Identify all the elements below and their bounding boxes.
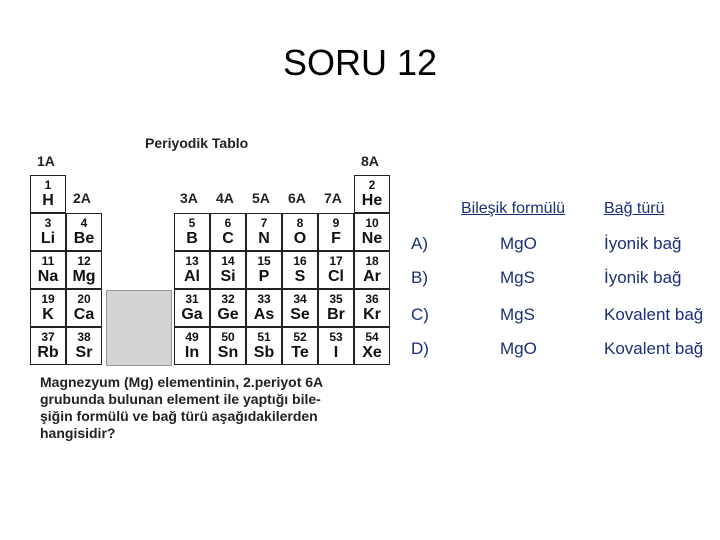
element-cell <box>30 327 66 365</box>
option-letter: D) <box>411 339 429 358</box>
element-cell <box>66 251 102 289</box>
element-symbol: Ge <box>217 306 239 323</box>
element-symbol: B <box>186 230 198 247</box>
atomic-number: 54 <box>365 330 379 344</box>
transition-metals-block <box>106 290 172 366</box>
option-bond: İyonik bağ <box>604 234 682 253</box>
element-cell <box>354 327 390 365</box>
atomic-number: 37 <box>41 330 55 344</box>
element-symbol: In <box>184 344 200 361</box>
atomic-number: 9 <box>332 216 340 230</box>
atomic-number: 15 <box>257 254 271 268</box>
element-symbol: Ne <box>361 230 383 247</box>
atomic-number: 5 <box>188 216 196 230</box>
element-cell <box>354 213 390 251</box>
atomic-number: 18 <box>365 254 379 268</box>
option-letter: C) <box>411 305 429 324</box>
atomic-number: 4 <box>80 216 88 230</box>
option-formula: MgO <box>500 234 537 253</box>
element-symbol: Al <box>184 268 200 285</box>
element-cell <box>174 213 210 251</box>
element-symbol: S <box>294 268 306 285</box>
atomic-number: 19 <box>41 292 55 306</box>
element-cell <box>354 175 390 213</box>
atomic-number: 6 <box>224 216 232 230</box>
atomic-number: 10 <box>365 216 379 230</box>
element-symbol: Ca <box>73 306 95 323</box>
element-symbol: Sr <box>75 344 93 361</box>
element-cell <box>282 213 318 251</box>
element-symbol: As <box>253 306 275 323</box>
element-cell <box>246 251 282 289</box>
element-symbol: Ga <box>181 306 203 323</box>
element-symbol: Se <box>290 306 310 323</box>
element-symbol: Br <box>327 306 345 323</box>
element-cell <box>318 251 354 289</box>
atomic-number: 14 <box>221 254 235 268</box>
element-symbol: N <box>258 230 270 247</box>
atomic-number: 11 <box>41 254 55 268</box>
element-cell <box>210 251 246 289</box>
element-symbol: H <box>42 192 54 209</box>
element-symbol: K <box>42 306 54 323</box>
element-cell <box>30 175 66 213</box>
group-label-1a: 1A <box>37 153 55 169</box>
atomic-number: 32 <box>221 292 235 306</box>
question-line: Magnezyum (Mg) elementinin, 2.periyot 6A <box>40 374 324 390</box>
element-cell <box>246 327 282 365</box>
group-label-2a: 2A <box>73 190 91 206</box>
element-symbol: Ar <box>363 268 381 285</box>
element-cell <box>210 327 246 365</box>
atomic-number: 35 <box>329 292 343 306</box>
atomic-number: 50 <box>221 330 235 344</box>
element-cell <box>282 327 318 365</box>
element-symbol: Mg <box>72 268 96 285</box>
element-symbol: He <box>361 192 383 209</box>
option-bond: Kovalent bağ <box>604 305 704 324</box>
element-cell <box>210 213 246 251</box>
element-symbol: I <box>333 344 339 361</box>
atomic-number: 36 <box>365 292 379 306</box>
group-label-6a: 6A <box>288 190 306 206</box>
element-symbol: Sn <box>217 344 239 361</box>
option-letter: B) <box>411 268 428 287</box>
header-compound-formula: Bileşik formülü <box>461 200 566 217</box>
element-cell <box>174 289 210 327</box>
element-symbol: Na <box>37 268 59 285</box>
question-line: grubunda bulunan element ile yaptığı bile- <box>40 391 321 407</box>
atomic-number: 13 <box>185 254 199 268</box>
atomic-number: 3 <box>44 216 52 230</box>
element-symbol: F <box>331 230 341 247</box>
atomic-number: 1 <box>44 178 52 192</box>
option-formula: MgS <box>500 268 535 287</box>
atomic-number: 20 <box>77 292 91 306</box>
slide-title: SORU 12 <box>282 42 438 83</box>
atomic-number: 53 <box>329 330 343 344</box>
atomic-number: 34 <box>293 292 307 306</box>
periodic-table-title: Periyodik Tablo <box>145 135 249 151</box>
group-label-5a: 5A <box>252 190 270 206</box>
atomic-number: 31 <box>185 292 199 306</box>
element-symbol: Kr <box>363 306 381 323</box>
element-symbol: P <box>258 268 270 285</box>
element-cell <box>354 289 390 327</box>
group-label-8a: 8A <box>361 153 379 169</box>
element-cell <box>66 213 102 251</box>
atomic-number: 52 <box>293 330 307 344</box>
atomic-number: 7 <box>260 216 268 230</box>
element-symbol: Be <box>73 230 95 247</box>
element-symbol: Li <box>40 230 56 247</box>
atomic-number: 12 <box>77 254 91 268</box>
group-label-4a: 4A <box>216 190 234 206</box>
element-cell <box>174 251 210 289</box>
element-symbol: Sb <box>253 344 275 361</box>
element-cell <box>318 327 354 365</box>
element-cell <box>246 289 282 327</box>
element-symbol: Xe <box>362 344 382 361</box>
atomic-number: 8 <box>296 216 304 230</box>
element-cell <box>210 289 246 327</box>
question-line: şiğin formülü ve bağ türü aşağıdakilerden <box>40 408 318 424</box>
option-formula: MgS <box>500 305 535 324</box>
element-cell <box>66 327 102 365</box>
option-bond: Kovalent bağ <box>604 339 704 358</box>
element-cell <box>354 251 390 289</box>
atomic-number: 16 <box>293 254 307 268</box>
atomic-number: 2 <box>368 178 376 192</box>
element-cell <box>282 289 318 327</box>
question-line: hangisidir? <box>40 425 116 441</box>
atomic-number: 17 <box>329 254 343 268</box>
header-bond-type: Bağ türü <box>604 200 665 217</box>
group-label-7a: 7A <box>324 190 342 206</box>
atomic-number: 49 <box>185 330 199 344</box>
element-cell <box>66 289 102 327</box>
question-text <box>40 374 390 442</box>
element-cell <box>282 251 318 289</box>
element-symbol: O <box>293 230 307 247</box>
option-bond: İyonik bağ <box>604 268 682 287</box>
element-cell <box>318 213 354 251</box>
option-formula: MgO <box>500 339 537 358</box>
element-cell <box>30 251 66 289</box>
element-symbol: Rb <box>37 344 59 361</box>
element-cell <box>318 289 354 327</box>
atomic-number: 51 <box>257 330 271 344</box>
group-label-3a: 3A <box>180 190 198 206</box>
element-symbol: C <box>222 230 234 247</box>
element-cell <box>246 213 282 251</box>
atomic-number: 33 <box>257 292 271 306</box>
element-cell <box>174 327 210 365</box>
element-symbol: Si <box>220 268 236 285</box>
option-letter: A) <box>411 234 428 253</box>
element-symbol: Te <box>291 344 309 361</box>
element-symbol: Cl <box>328 268 344 285</box>
element-cell <box>30 213 66 251</box>
atomic-number: 38 <box>77 330 91 344</box>
element-cell <box>30 289 66 327</box>
